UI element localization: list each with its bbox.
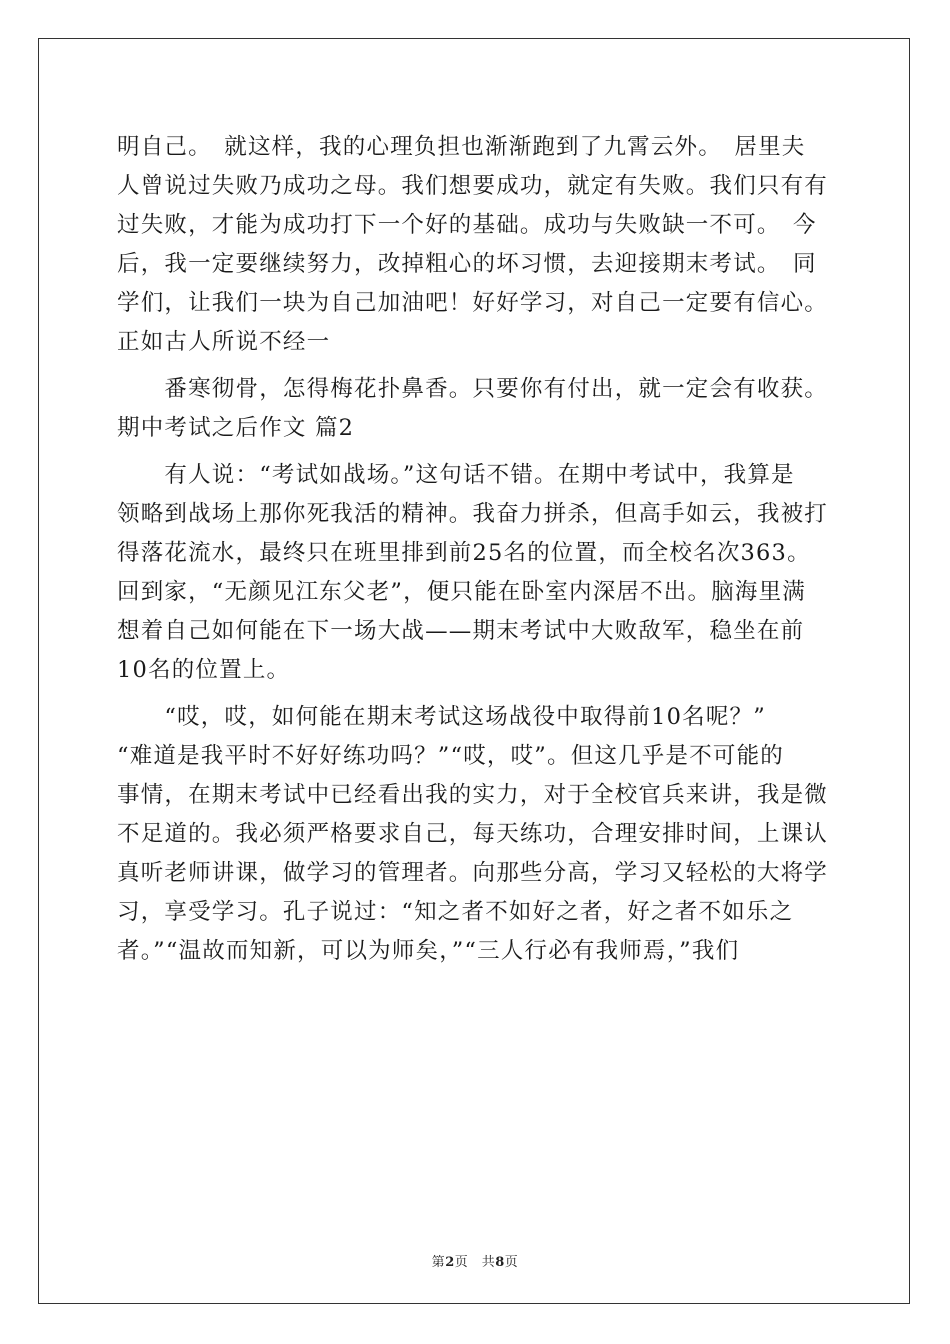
footer-prefix: 第	[431, 1255, 446, 1270]
text-line: 后，我一定要继续努力，改掉粗心的坏习惯，去迎接期末考试。 同	[117, 251, 817, 277]
text-line: 明自己。 就这样，我的心理负担也渐渐跑到了九霄云外。 居里夫	[117, 134, 806, 160]
document-body	[117, 128, 837, 971]
text-line: 事情，在期末考试中已经看出我的实力，对于全校官兵来讲，我是微	[117, 782, 829, 808]
text-line: “哎，哎，如何能在期末考试这场战役中取得前10名呢？”	[117, 704, 766, 730]
page-footer	[0, 1251, 950, 1270]
text-line: 人曾说过失败乃成功之母。我们想要成功，就定有失败。我们只有有	[117, 173, 829, 199]
footer-suffix: 页	[504, 1255, 519, 1270]
text-line: “难道是我平时不好好练功吗？”“哎，哎”。但这几乎是不可能的	[117, 743, 785, 769]
text-line: 10名的位置上。	[117, 657, 291, 683]
text-line: 不足道的。我必须严格要求自己，每天练功，合理安排时间，上课认	[117, 821, 829, 847]
text-line: 习，享受学习。孔子说过：“知之者不如好之者，好之者不如乐之	[117, 899, 794, 925]
text-line: 得落花流水，最终只在班里排到前25名的位置，而全校名次363。	[117, 540, 811, 566]
text-line: 正如古人所说不经一	[117, 329, 331, 355]
footer-mid: 页 共	[454, 1255, 496, 1270]
text-line: 番寒彻骨，怎得梅花扑鼻香。只要你有付出，就一定会有收获。	[117, 376, 829, 402]
text-line: 过失败，才能为成功打下一个好的基础。成功与失败缺一不可。 今	[117, 212, 817, 238]
footer-page-number: 2	[445, 1255, 455, 1270]
text-line: 者。”“温故而知新，可以为师矣，”“三人行必有我师焉，”我们	[117, 938, 740, 964]
text-line: 真听老师讲课，做学习的管理者。向那些分高，学习又轻松的大将学	[117, 860, 829, 886]
text-line: 领略到战场上那你死我活的精神。我奋力拼杀，但高手如云，我被打	[117, 501, 829, 527]
text-line: 有人说：“考试如战场。”这句话不错。在期中考试中，我算是	[117, 462, 795, 488]
text-line: 想着自己如何能在下一场大战——期末考试中大败敌军，稳坐在前	[117, 618, 805, 644]
section-heading: 期中考试之后作文 篇2	[117, 415, 355, 441]
footer-total-pages: 8	[495, 1255, 505, 1270]
text-line: 学们，让我们一块为自己加油吧！好好学习，对自己一定要有信心。	[117, 290, 829, 316]
text-line: 回到家，“无颜见江东父老”，便只能在卧室内深居不出。脑海里满	[117, 579, 807, 605]
